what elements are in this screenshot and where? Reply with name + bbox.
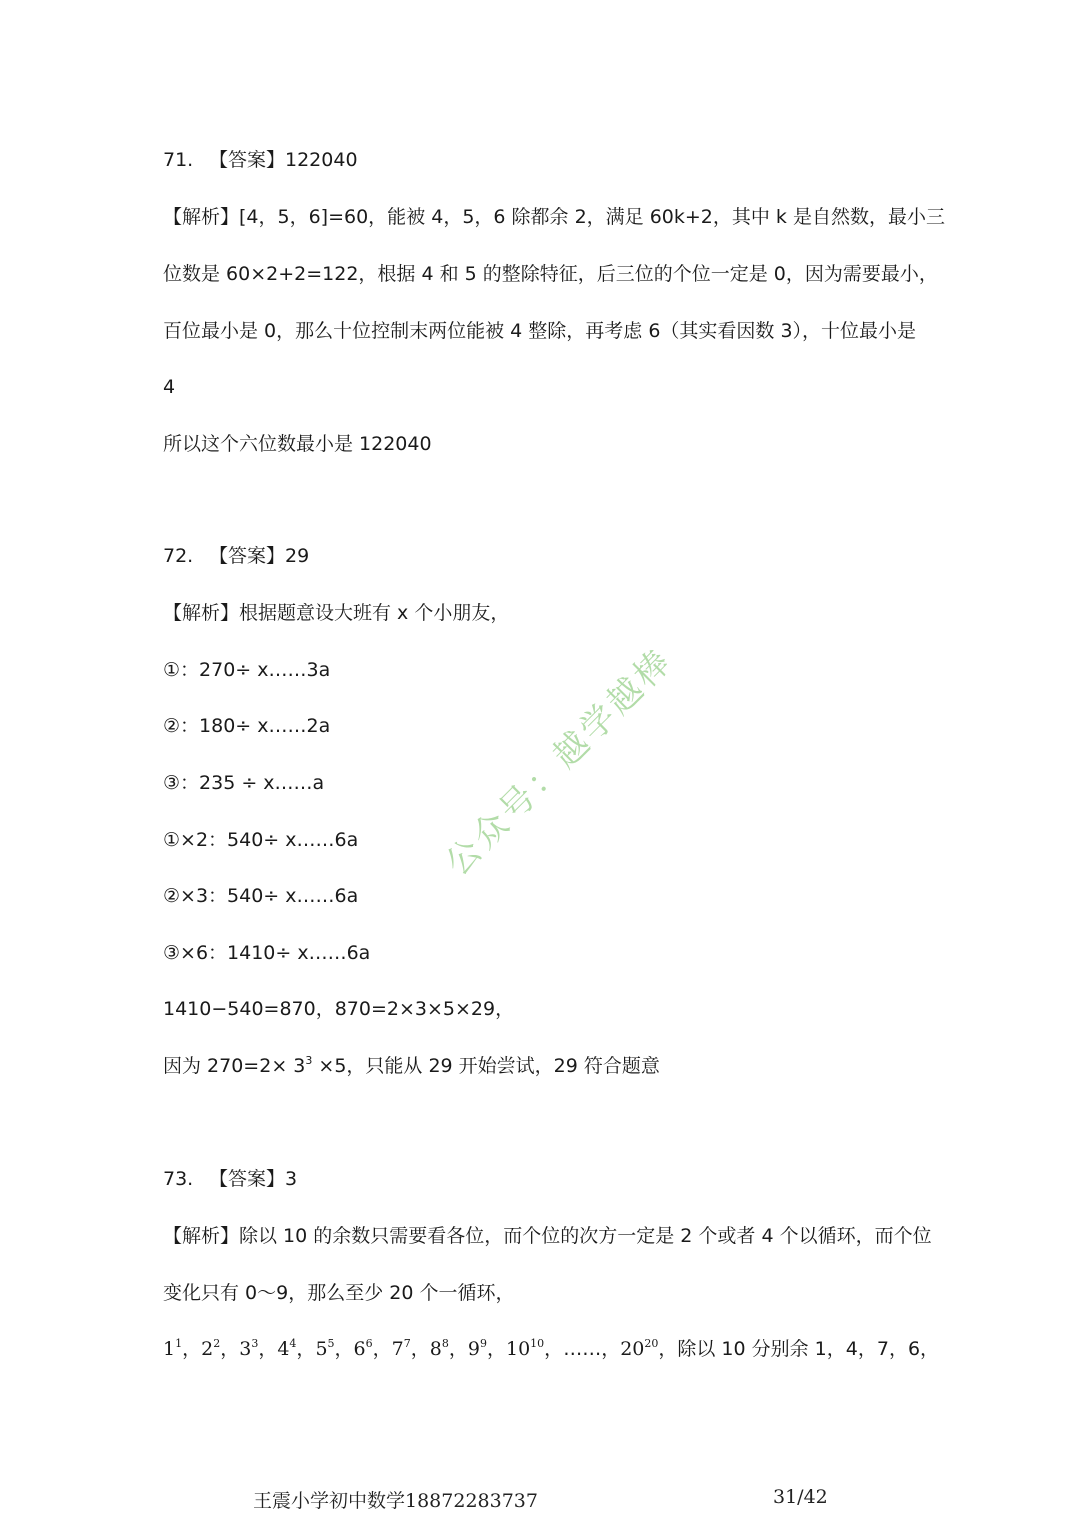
power-7: $7^7$ bbox=[391, 1337, 411, 1360]
q72-line-7: ③×6：1410÷ x……6a bbox=[163, 942, 371, 964]
q71-line-2: 位数是 60×2+2=122，根据 4 和 5 的整除特征，后三位的个位一定是 0，因为需要最小， bbox=[163, 263, 938, 285]
footer-author: 王震小学初中数学18872283737 bbox=[253, 1490, 538, 1512]
q72-header bbox=[163, 544, 309, 568]
power-4: $4^4$ bbox=[277, 1337, 297, 1360]
power-5: $5^5$ bbox=[315, 1337, 335, 1360]
q72-line-2: ①：270÷ x……3a bbox=[163, 659, 331, 681]
q72-line-5: ①×2：540÷ x……6a bbox=[163, 829, 359, 851]
q73-line-1: 【解析】除以 10 的余数只需要看各位，而个位的次方一定是 2 个或者 4 个以循环，而个位 bbox=[163, 1225, 932, 1247]
q71-line-5: 所以这个六位数最小是 122040 bbox=[163, 433, 432, 455]
q72-number: 72. bbox=[163, 545, 194, 567]
q73-powers-line: $1^1$，$2^2$，$3^3$，$4^4$，$5^5$，$6^6$，$7^7$，$8^8$，$9^9$，$10^{10}$，……，$20^{20}$，除以 10 分别余 1，4，7，6， bbox=[163, 1337, 940, 1360]
q72-line-6: ②×3：540÷ x……6a bbox=[163, 885, 359, 907]
q73-answer: 【答案】3 bbox=[209, 1168, 298, 1190]
watermark: 公众号：越学越棒 bbox=[437, 640, 682, 884]
power-3: $3^3$ bbox=[239, 1337, 259, 1360]
power-8: $8^8$ bbox=[429, 1337, 449, 1360]
power-9: $9^9$ bbox=[467, 1337, 487, 1360]
q71-answer: 【答案】122040 bbox=[209, 149, 358, 171]
q72-line-1: 【解析】根据题意设大班有 x 个小朋友， bbox=[163, 602, 510, 624]
power-10: $10^{10}$ bbox=[505, 1337, 545, 1360]
q71-line-1: 【解析】[4，5，6]=60，能被 4，5，6 除都余 2，满足 60k+2，其中 k 是自然数，最小三 bbox=[163, 206, 945, 228]
page-number: 31/42 bbox=[773, 1486, 828, 1508]
q72-last-pre: 因为 270=2× 3 bbox=[163, 1055, 306, 1077]
ellipsis: …… bbox=[563, 1338, 602, 1360]
q72-last-post: ×5，只能从 29 开始尝试，29 符合题意 bbox=[312, 1055, 660, 1077]
q72-answer: 【答案】29 bbox=[209, 545, 310, 567]
q73-number: 73. bbox=[163, 1168, 194, 1190]
q71-line-4: 4 bbox=[163, 376, 176, 398]
q72-line-4: ③：235 ÷ x……a bbox=[163, 772, 325, 794]
q72-line-3: ②：180÷ x……2a bbox=[163, 715, 331, 737]
q73-header bbox=[163, 1167, 297, 1191]
q71-header bbox=[163, 148, 358, 172]
q72-line-8: 1410−540=870，870=2×3×5×29， bbox=[163, 998, 515, 1020]
q71-number: 71. bbox=[163, 149, 194, 171]
power-20: $20^{20}$ bbox=[620, 1337, 659, 1360]
power-6: $6^6$ bbox=[353, 1337, 373, 1360]
power-1: $1^1$ bbox=[163, 1337, 183, 1360]
q72-last-sup: 3 bbox=[305, 1054, 313, 1067]
q72-line-9 bbox=[163, 1054, 660, 1078]
q73-tail: ，除以 10 分别余 1，4，7，6， bbox=[658, 1338, 940, 1360]
power-2: $2^2$ bbox=[201, 1337, 221, 1360]
q73-line-2: 变化只有 0～9，那么至少 20 个一循环， bbox=[163, 1282, 515, 1304]
q71-line-3: 百位最小是 0，那么十位控制末两位能被 4 整除，再考虑 6（其实看因数 3），十位最小是 bbox=[163, 320, 917, 342]
